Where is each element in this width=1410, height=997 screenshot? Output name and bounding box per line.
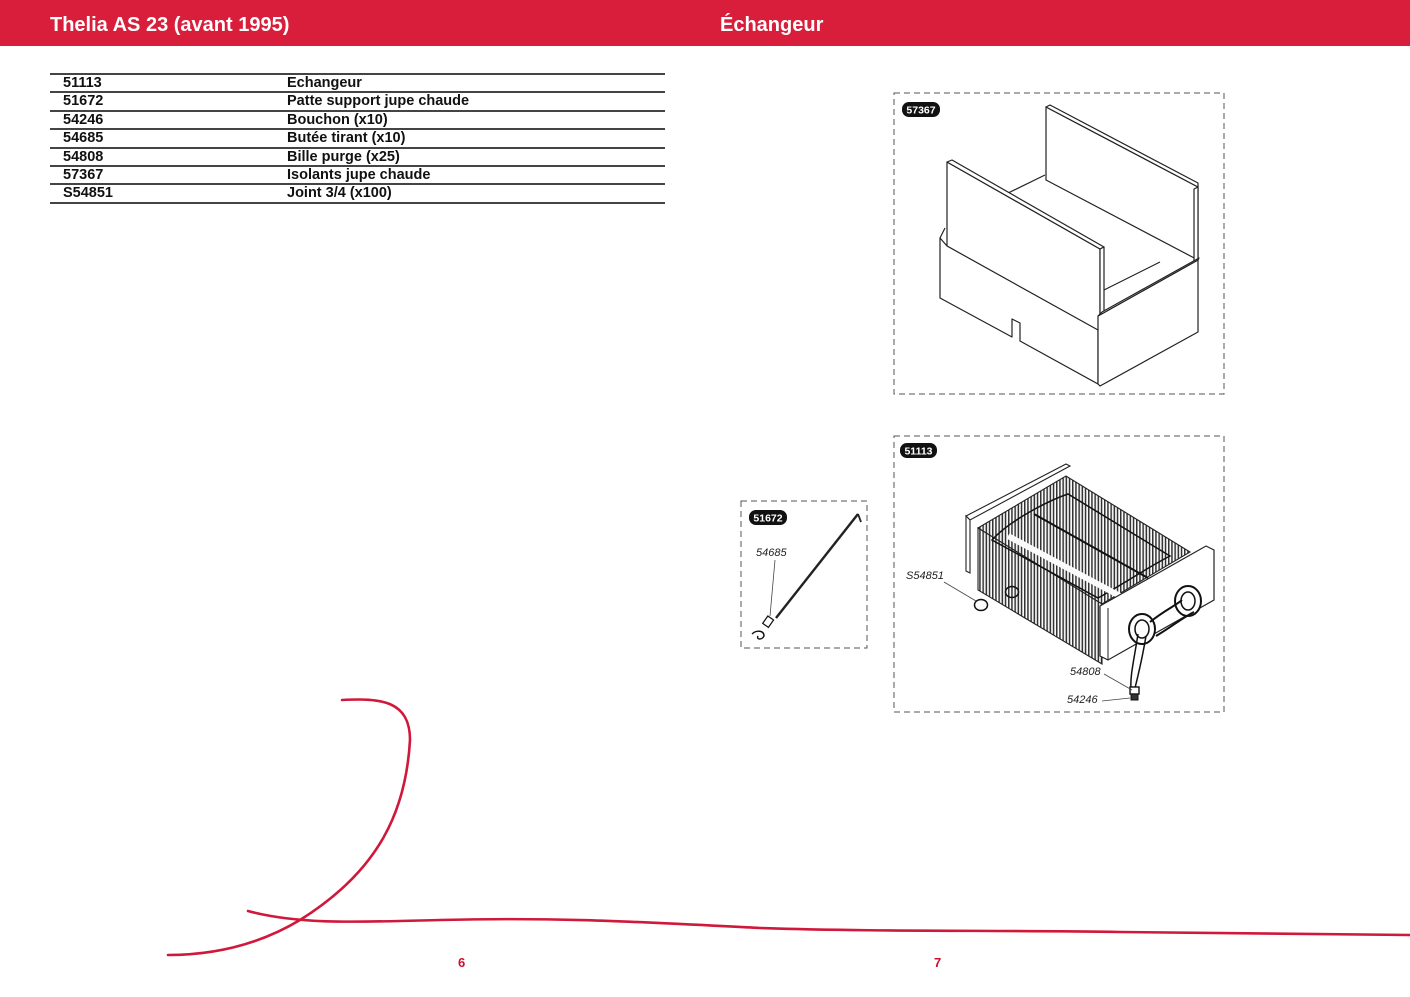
part-description: Butée tirant (x10) — [287, 129, 665, 147]
part-description: Joint 3/4 (x100) — [287, 184, 665, 202]
bracket-badge: 51672 — [753, 512, 783, 525]
page-number-left: 6 — [458, 955, 466, 970]
exchanger-diagram — [894, 436, 1224, 712]
part-code: 51672 — [50, 92, 287, 110]
page-number-right: 7 — [934, 955, 942, 970]
plug-label: 54246 — [1067, 694, 1098, 706]
purge-ball-part — [1130, 687, 1139, 694]
insulation-panels — [940, 105, 1199, 386]
seal-label: S54851 — [906, 570, 944, 582]
part-description: Bouchon (x10) — [287, 111, 665, 129]
purge-ball-label: 54808 — [1070, 666, 1101, 678]
part-code: 54246 — [50, 111, 287, 129]
part-code: 57367 — [50, 166, 287, 184]
document-title: Thelia AS 23 (avant 1995) — [50, 14, 290, 36]
part-code: 54685 — [50, 129, 287, 147]
tie-stop-part — [763, 616, 774, 627]
bracket-diagram — [741, 501, 867, 648]
section-title: Échangeur — [720, 14, 824, 36]
part-description: Echangeur — [287, 74, 665, 92]
seal-ring — [975, 600, 988, 611]
part-code: 51113 — [50, 74, 287, 92]
part-description: Patte support jupe chaude — [287, 92, 665, 110]
part-code: 54808 — [50, 148, 287, 166]
plug-part — [1131, 694, 1138, 700]
support-rod — [776, 514, 858, 618]
insulation-badge: 57367 — [906, 104, 936, 117]
tie-stop-label: 54685 — [756, 547, 787, 559]
insulation-diagram — [894, 93, 1224, 394]
clip-part — [752, 631, 764, 639]
exchanger-badge: 51113 — [904, 445, 933, 458]
decorative-swash — [168, 699, 1410, 955]
part-description: Isolants jupe chaude — [287, 166, 665, 184]
part-code: S54851 — [50, 184, 287, 202]
part-description: Bille purge (x25) — [287, 148, 665, 166]
